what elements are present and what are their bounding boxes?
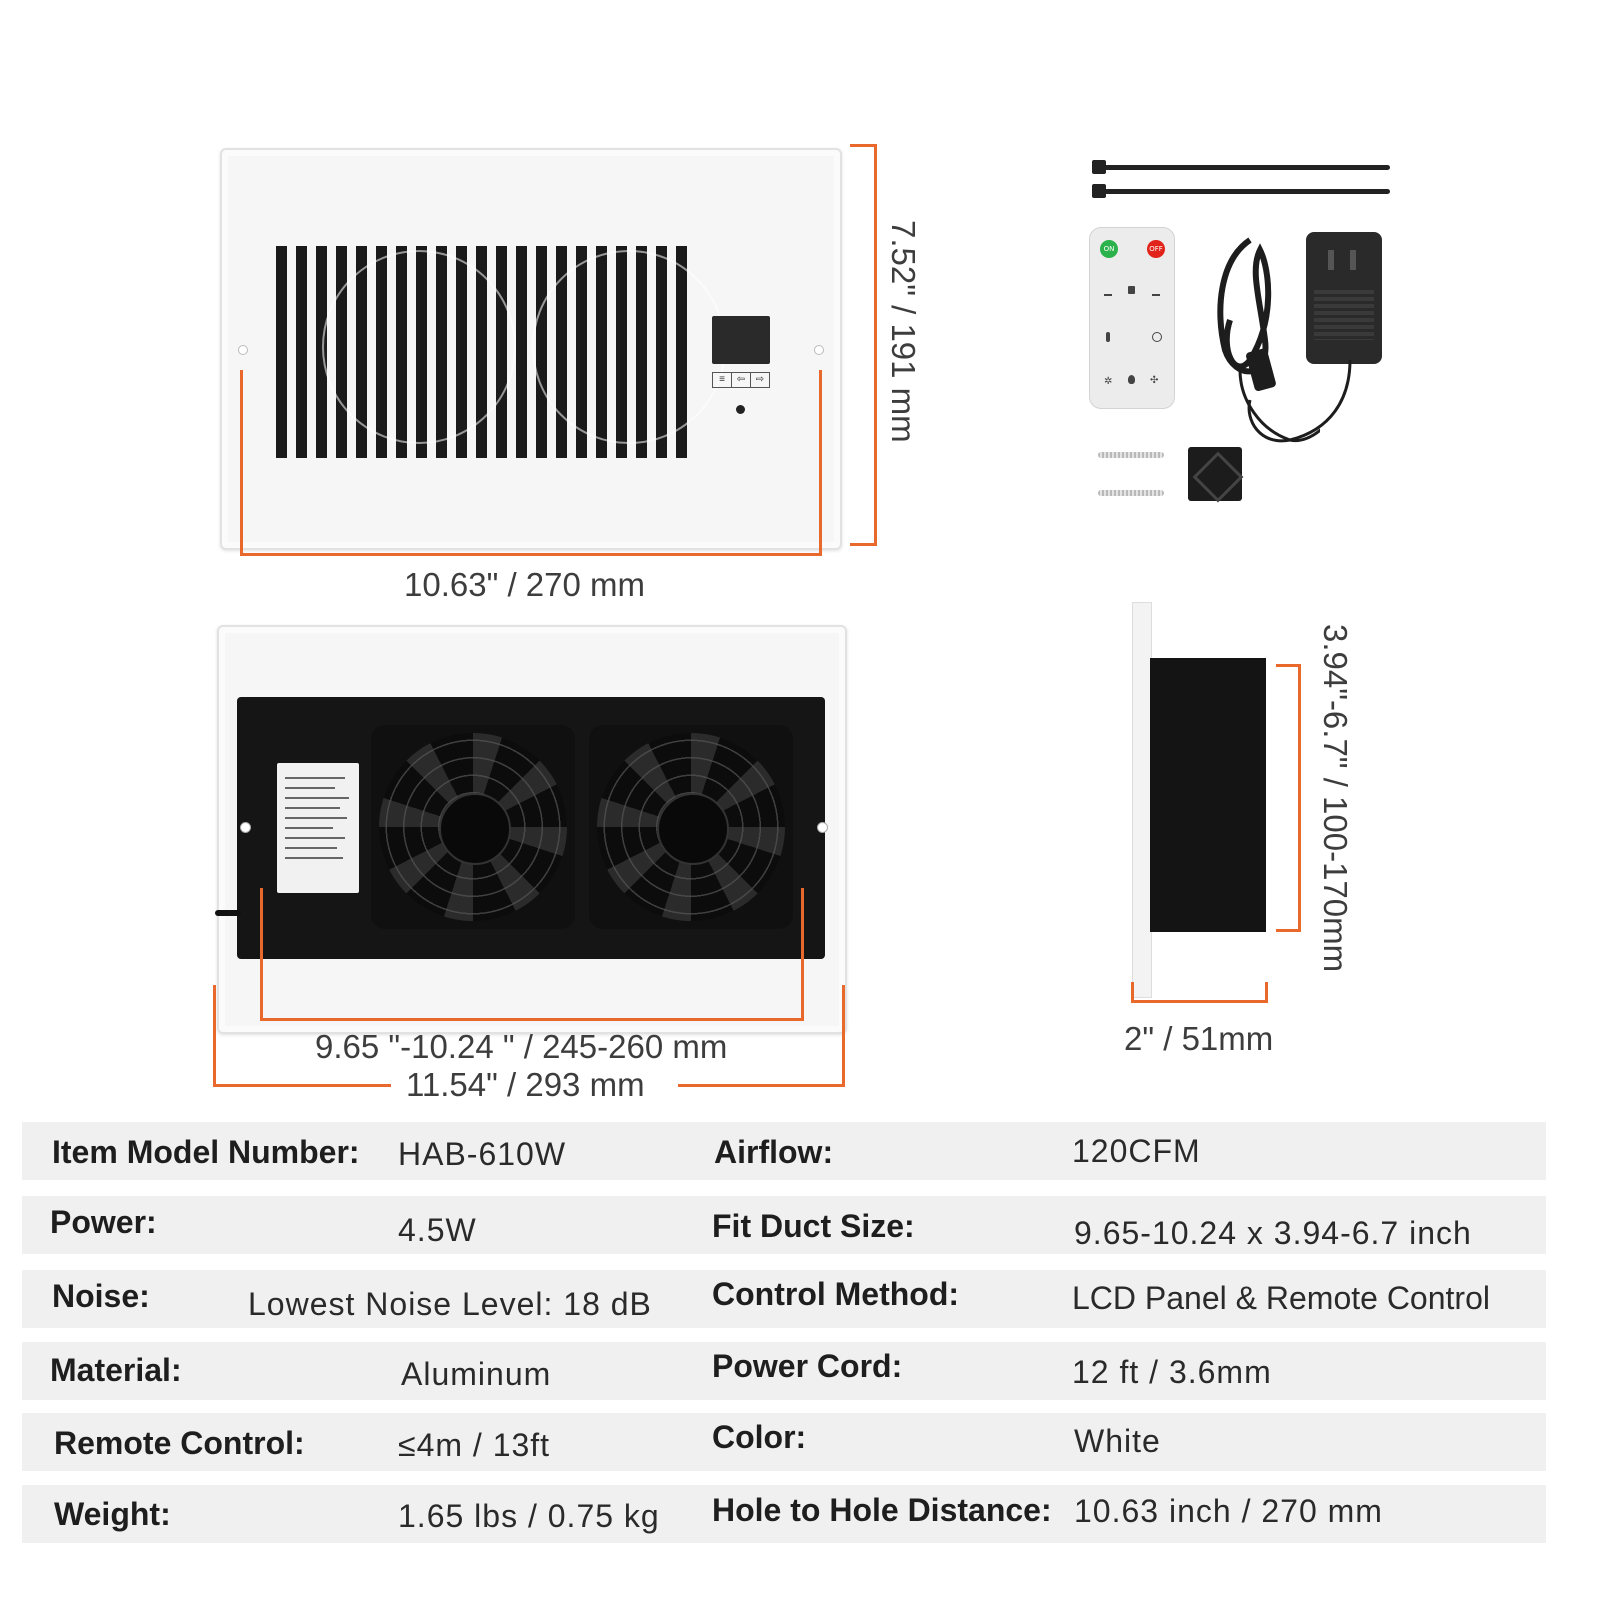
depth-tick-left xyxy=(1131,982,1134,1003)
cable-tie-1 xyxy=(1104,165,1390,170)
menu-key-icon: ≡ xyxy=(713,373,732,387)
spec-label: Hole to Hole Distance: xyxy=(712,1492,1052,1528)
remote-speed-up-icon xyxy=(1152,288,1160,296)
mount-pattern xyxy=(1193,452,1244,503)
right-key-icon: ⇨ xyxy=(755,374,765,385)
screw-hole-right xyxy=(814,345,824,355)
spec-value: LCD Panel & Remote Control xyxy=(1072,1280,1490,1316)
back-screw-hole-right xyxy=(817,822,828,833)
overall-width-label: 11.54" / 293 mm xyxy=(406,1066,645,1103)
spec-label: Weight: xyxy=(54,1496,171,1532)
fan-housing xyxy=(237,697,825,959)
power-adapter xyxy=(1306,232,1382,364)
front-width-label: 10.63" / 270 mm xyxy=(404,566,646,603)
front-height-line xyxy=(874,144,877,546)
cable-tie-mount xyxy=(1188,447,1242,501)
front-height-label: 7.52" / 191 mm xyxy=(885,220,922,443)
left-key-icon: ⇦ xyxy=(732,373,751,387)
spec-value: Lowest Noise Level: 18 dB xyxy=(248,1286,652,1322)
remote-speed-down-icon xyxy=(1104,288,1112,296)
duct-height-line xyxy=(1298,664,1301,932)
duct-width-tick-right xyxy=(801,888,804,1021)
spec-value: White xyxy=(1074,1423,1161,1459)
remote-cool-icon: ✲ xyxy=(1104,376,1113,387)
overall-width-tick-right xyxy=(842,985,845,1087)
front-height-tick-top xyxy=(850,144,877,147)
front-width-line xyxy=(240,553,822,556)
mounting-screw-2 xyxy=(1098,490,1164,496)
product-label-sticker xyxy=(277,763,359,893)
remote-fan-icon: ✣ xyxy=(1150,375,1159,386)
depth-label: 2" / 51mm xyxy=(1124,1020,1274,1057)
duct-height-tick-bottom xyxy=(1276,929,1301,932)
front-fan-outline-right xyxy=(532,250,726,444)
fan-left xyxy=(371,725,575,929)
spec-label: Noise: xyxy=(52,1278,150,1314)
spec-value: 120CFM xyxy=(1072,1133,1201,1169)
spec-label: Control Method: xyxy=(712,1276,960,1312)
mounting-screw-1 xyxy=(1098,452,1164,458)
remote-heat-icon xyxy=(1128,375,1135,384)
spec-label: Fit Duct Size: xyxy=(712,1208,915,1244)
overall-width-line-left xyxy=(213,1084,391,1087)
side-view-plate xyxy=(1132,602,1152,998)
spec-value: 12 ft / 3.6mm xyxy=(1072,1354,1272,1390)
back-screw-hole-left xyxy=(240,822,251,833)
spec-label: Color: xyxy=(712,1419,807,1455)
remote-off-button: OFF xyxy=(1147,240,1165,258)
spec-value: 10.63 inch / 270 mm xyxy=(1074,1493,1383,1529)
lcd-display xyxy=(712,316,770,364)
adapter-prong-left xyxy=(1328,250,1334,270)
side-view-fan-body xyxy=(1150,658,1266,932)
back-power-cable xyxy=(215,910,241,916)
spec-label: Airflow: xyxy=(714,1134,834,1170)
spec-label: Material: xyxy=(50,1352,182,1388)
front-height-tick-bottom xyxy=(850,543,877,546)
depth-line xyxy=(1131,1000,1268,1003)
duct-width-tick-left xyxy=(260,888,263,1021)
remote-lock-icon xyxy=(1128,286,1135,294)
front-width-tick-left xyxy=(240,370,243,556)
spec-label: Remote Control: xyxy=(54,1425,305,1461)
adapter-prong-right xyxy=(1350,250,1356,270)
duct-height-tick-top xyxy=(1276,664,1301,667)
fan-right xyxy=(589,725,793,929)
spec-label: Item Model Number: xyxy=(52,1134,360,1170)
spec-value: 9.65-10.24 x 3.94-6.7 inch xyxy=(1074,1215,1472,1251)
overall-width-tick-left xyxy=(213,985,216,1087)
spec-label: Power: xyxy=(50,1204,157,1240)
lcd-control-keys xyxy=(712,372,770,388)
front-width-tick-right xyxy=(819,370,822,556)
adapter-cable xyxy=(1240,360,1370,450)
front-grille-panel xyxy=(220,148,842,550)
overall-width-line-right xyxy=(678,1084,845,1087)
depth-tick-right xyxy=(1265,982,1268,1003)
adapter-rating-plate xyxy=(1314,290,1374,340)
duct-height-label: 3.94"-6.7" / 100-170mm xyxy=(1317,624,1354,973)
screw-hole-left xyxy=(238,345,248,355)
cable-tie-2 xyxy=(1104,189,1390,194)
remote-unit-icon xyxy=(1152,332,1162,342)
spec-label: Power Cord: xyxy=(712,1348,903,1384)
spec-value: Aluminum xyxy=(401,1356,552,1392)
remote-on-button: ON xyxy=(1100,240,1118,258)
ir-sensor xyxy=(736,405,745,414)
spec-value: HAB-610W xyxy=(398,1136,567,1172)
spec-value: 4.5W xyxy=(398,1212,477,1248)
duct-width-label: 9.65 "-10.24 " / 245-260 mm xyxy=(315,1028,728,1065)
spec-value: ≤4m / 13ft xyxy=(398,1427,551,1463)
front-fan-outline-left xyxy=(322,250,516,444)
remote-control xyxy=(1089,227,1175,409)
remote-temp-icon xyxy=(1106,332,1110,342)
duct-width-line xyxy=(260,1018,804,1021)
spec-value: 1.65 lbs / 0.75 kg xyxy=(398,1498,660,1534)
